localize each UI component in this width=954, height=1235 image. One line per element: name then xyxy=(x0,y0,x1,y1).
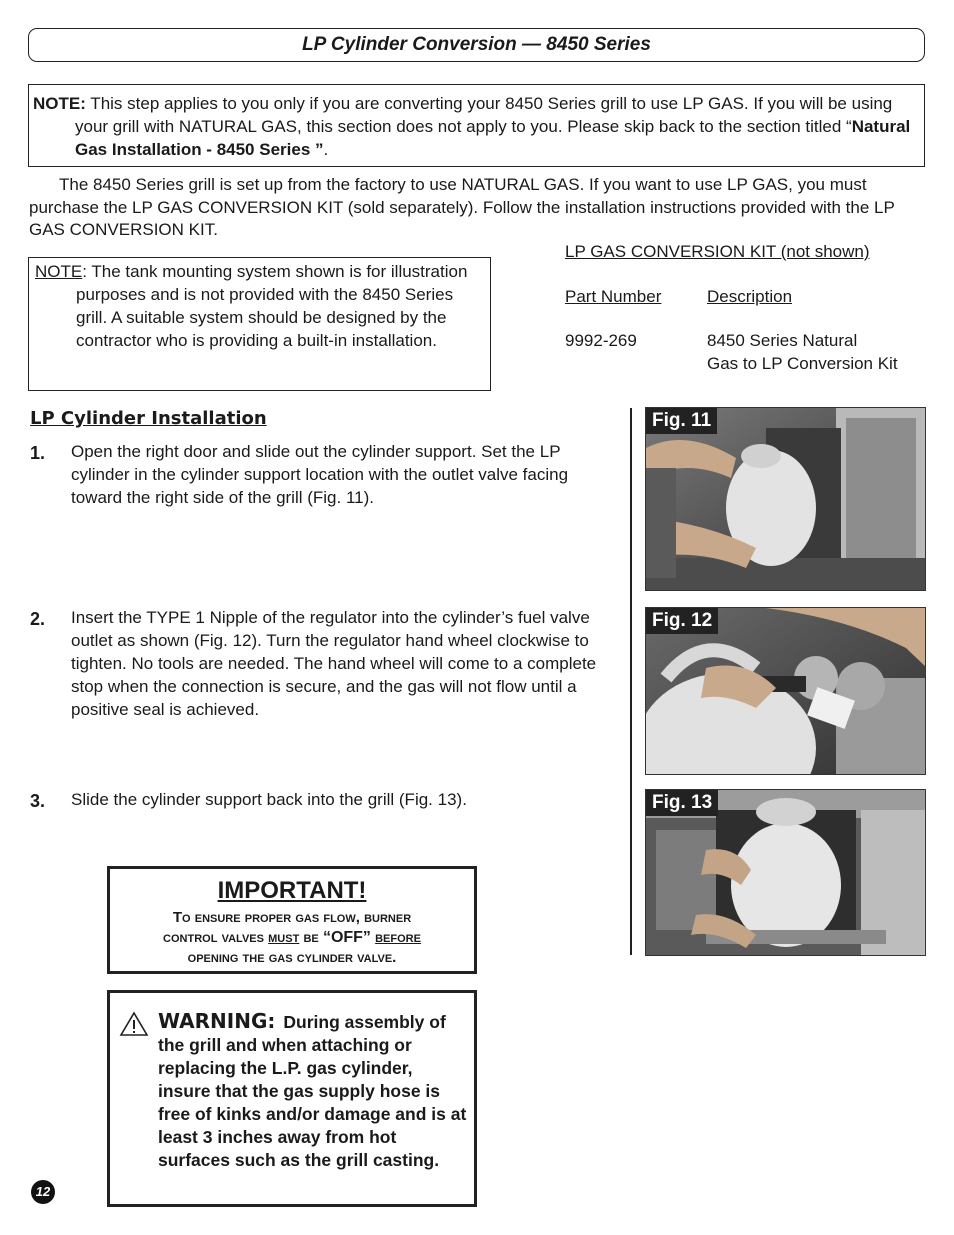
figure-11 xyxy=(645,407,926,591)
kit-part-number: 9992-269 xyxy=(565,331,637,350)
important-text-part: be xyxy=(299,929,323,946)
note-section-ref: Natural Gas Installation - 8450 Series ” xyxy=(75,117,911,159)
note-box-tank-mounting xyxy=(28,257,491,391)
step-text: Open the right door and slide out the cylinder support. Set the LP cylinder in the cylinder support location with the outlet valve facing toward the right side of the grill (Fig. 11). xyxy=(71,442,569,507)
figure-12 xyxy=(645,607,926,775)
intro-paragraph: The 8450 Series grill is set up from the factory to use NATURAL GAS. If you want to use LP GAS, you must purchase the LP GAS CONVERSION KIT (sold separately). Follow the installation instructions provided with the LP GAS CONVERSION KIT. xyxy=(29,175,895,239)
important-box xyxy=(107,866,477,974)
note-text: This step applies to you only if you are converting your 8450 Series grill to use LP GAS. If you will be using your grill with NATURAL GAS, this section does not apply to you. Please skip back to the section titled “ xyxy=(75,94,893,136)
kit-description-line2: Gas to LP Conversion Kit xyxy=(707,354,898,373)
figure-divider xyxy=(630,408,632,955)
fig-12-label: Fig. 12 xyxy=(646,608,718,634)
note2-paragraph xyxy=(35,260,484,352)
step-number: 1. xyxy=(30,443,46,463)
page-number: 12 xyxy=(31,1180,55,1204)
note2-label: NOTE xyxy=(35,262,83,281)
section-heading: LP Cylinder Installation xyxy=(30,408,267,429)
important-emphasis-before: before xyxy=(375,929,421,946)
important-title: IMPORTANT! xyxy=(217,877,367,904)
warning-text xyxy=(158,1010,468,1172)
important-line-1: To ensure proper gas flow, burner xyxy=(172,909,412,926)
warning-body: During assembly of the grill and when attaching or replacing the L.P. gas cylinder, insure that the gas supply hose is free of kinks and/or damage and is at least 3 inches away from hot surfaces such as the grill casting. xyxy=(158,1012,467,1170)
fig-13-label: Fig. 13 xyxy=(646,790,718,816)
important-text xyxy=(110,908,474,968)
kit-col-part-number: Part Number xyxy=(565,287,662,306)
important-emphasis-must: must xyxy=(268,929,300,946)
fig-11-photo xyxy=(646,408,926,591)
step-number: 3. xyxy=(30,791,46,811)
step-text: Slide the cylinder support back into the grill (Fig. 13). xyxy=(71,790,467,809)
note2-text: : The tank mounting system shown is for illustration purposes and is not provided with the 8450 Series grill. A suitable system should be designed by the contractor who is providing a built-in installation. xyxy=(76,262,468,350)
note-paragraph xyxy=(33,92,916,161)
step-text: Insert the TYPE 1 Nipple of the regulator into the cylinder’s fuel valve outlet as shown (Fig. 12). Turn the regulator hand wheel clockwise to tighten. No tools are needed. The hand wheel will come to a complete stop when the connection is secure, and the gas will not flow until a positive seal is achieved. xyxy=(71,608,597,719)
fig-11-label: Fig. 11 xyxy=(646,408,717,434)
figure-13 xyxy=(645,789,926,956)
warning-title: WARNING: xyxy=(158,1009,276,1033)
warning-triangle-icon xyxy=(119,1011,149,1037)
note-text-end: . xyxy=(323,140,329,159)
warning-box xyxy=(107,990,477,1207)
kit-col-description: Description xyxy=(707,287,793,306)
important-text-part: control valves xyxy=(163,929,269,946)
kit-title: LP GAS CONVERSION KIT (not shown) xyxy=(565,242,870,261)
important-line-2 xyxy=(124,928,460,948)
note-box-lp-applies xyxy=(28,84,925,167)
important-emphasis-off: “OFF” xyxy=(322,929,371,946)
note-label: NOTE: xyxy=(33,94,86,113)
page-title: LP Cylinder Conversion — 8450 Series xyxy=(28,28,925,62)
step-number: 2. xyxy=(30,609,46,629)
important-line-3: opening the gas cylinder valve. xyxy=(187,949,397,966)
kit-description-line1: 8450 Series Natural xyxy=(707,331,858,350)
